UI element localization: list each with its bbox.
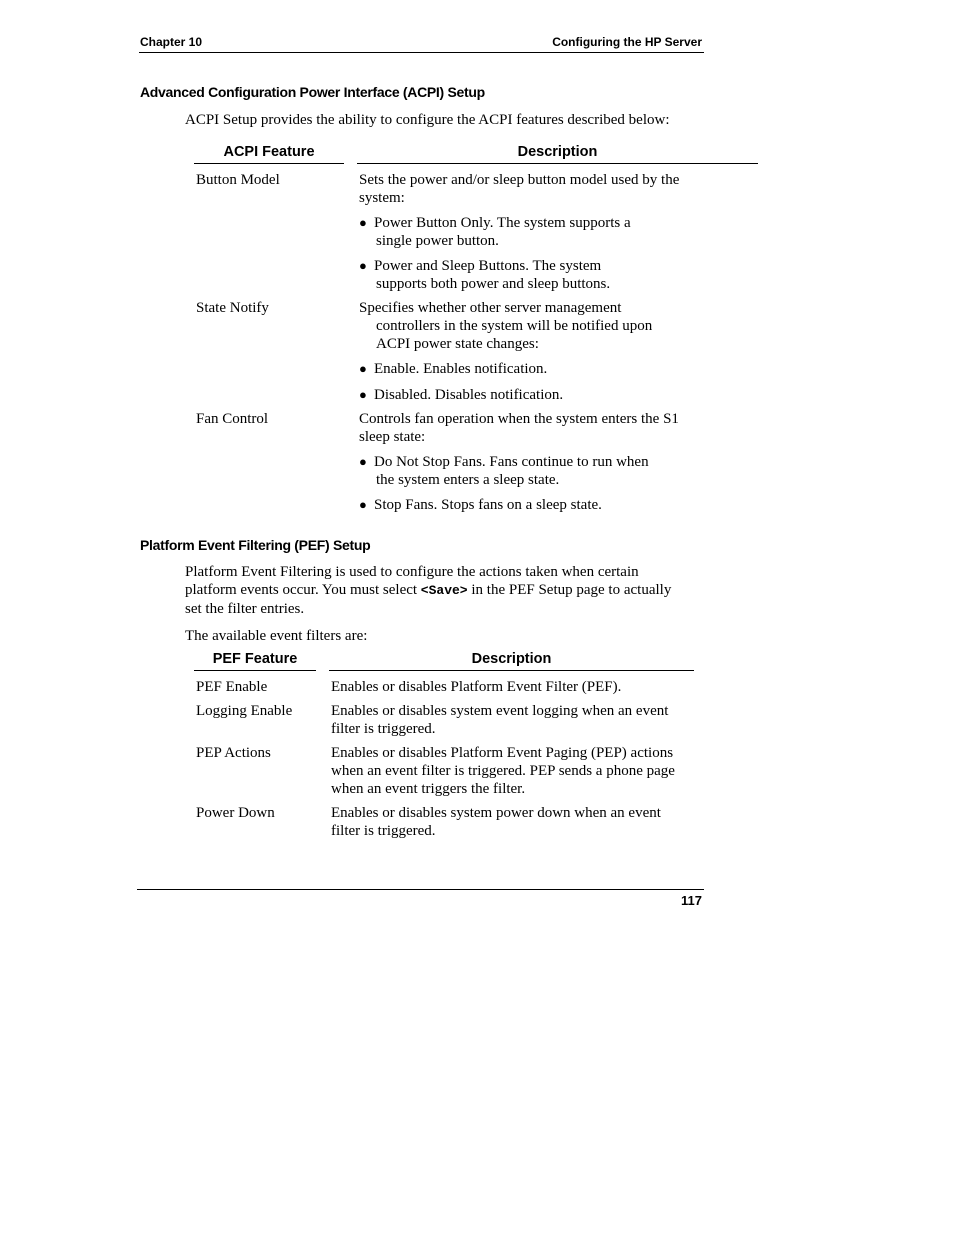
- save-keyword: <Save>: [420, 583, 468, 598]
- bullet-icon: ●: [359, 215, 367, 230]
- list-item: ● Power Button Only. The system supports a single power button.: [359, 215, 631, 249]
- pef-desc-logging-enable: Enables or disables system event logging when an event filter is triggered.: [331, 703, 669, 737]
- pef-desc-pef-enable: Enables or disables Platform Event Filter (PEF).: [331, 679, 622, 695]
- bullet-icon: ●: [359, 258, 367, 273]
- list-item: ● Enable. Enables notification.: [359, 361, 548, 377]
- list-item: ● Power and Sleep Buttons. The system supports both power and sleep buttons.: [359, 258, 611, 292]
- pef-desc-power-down: Enables or disables system power down when an event filter is triggered.: [331, 805, 661, 839]
- chapter-label: Chapter 10: [140, 35, 203, 49]
- acpi-col-description: Description: [357, 143, 758, 164]
- list-item: ● Disabled. Disables notification.: [359, 387, 564, 403]
- list-item: ● Stop Fans. Stops fans on a sleep state.: [359, 497, 602, 513]
- pef-feature-pep-actions: PEP Actions: [196, 745, 271, 761]
- page-number: 117: [681, 893, 702, 908]
- pef-col-feature: PEF Feature: [194, 650, 316, 671]
- bullet-icon: ●: [359, 454, 367, 469]
- acpi-desc-button-model: Sets the power and/or sleep button model used by the system:: [359, 172, 680, 206]
- pef-feature-logging-enable: Logging Enable: [196, 703, 293, 719]
- pef-intro: Platform Event Filtering is used to configure the actions taken when certain platform events occur. You must select <Save> in the PEF Setup page to actually set the filter entries.: [185, 564, 672, 617]
- pef-col-description: Description: [329, 650, 694, 671]
- bullet-icon: ●: [359, 387, 367, 402]
- acpi-feature-button-model: Button Model: [196, 172, 280, 188]
- acpi-feature-state-notify: State Notify: [196, 300, 269, 316]
- pef-feature-pef-enable: PEF Enable: [196, 679, 268, 695]
- running-footer: [137, 889, 704, 910]
- pef-feature-power-down: Power Down: [196, 805, 275, 821]
- bullet-icon: ●: [359, 497, 367, 512]
- running-title: Configuring the HP Server: [552, 35, 702, 49]
- pef-desc-pep-actions: Enables or disables Platform Event Paging (PEP) actions when an event filter is triggered. PEP sends a phone page when an event triggers the filter.: [331, 745, 675, 797]
- pef-filters-intro: The available event filters are:: [185, 628, 368, 644]
- list-item: ● Do Not Stop Fans. Fans continue to run when the system enters a sleep state.: [359, 454, 649, 488]
- acpi-desc-fan-control: Controls fan operation when the system enters the S1 sleep state:: [359, 411, 679, 445]
- running-header: [139, 34, 704, 53]
- acpi-intro: ACPI Setup provides the ability to configure the ACPI features described below:: [185, 112, 670, 128]
- acpi-desc-state-notify: Specifies whether other server management controllers in the system will be notified upon ACPI power state changes:: [359, 300, 653, 352]
- acpi-feature-fan-control: Fan Control: [196, 411, 269, 427]
- pef-section-heading: Platform Event Filtering (PEF) Setup: [140, 537, 371, 553]
- acpi-col-feature: ACPI Feature: [194, 143, 344, 164]
- acpi-section-heading: Advanced Configuration Power Interface (ACPI) Setup: [140, 84, 485, 100]
- bullet-icon: ●: [359, 361, 367, 376]
